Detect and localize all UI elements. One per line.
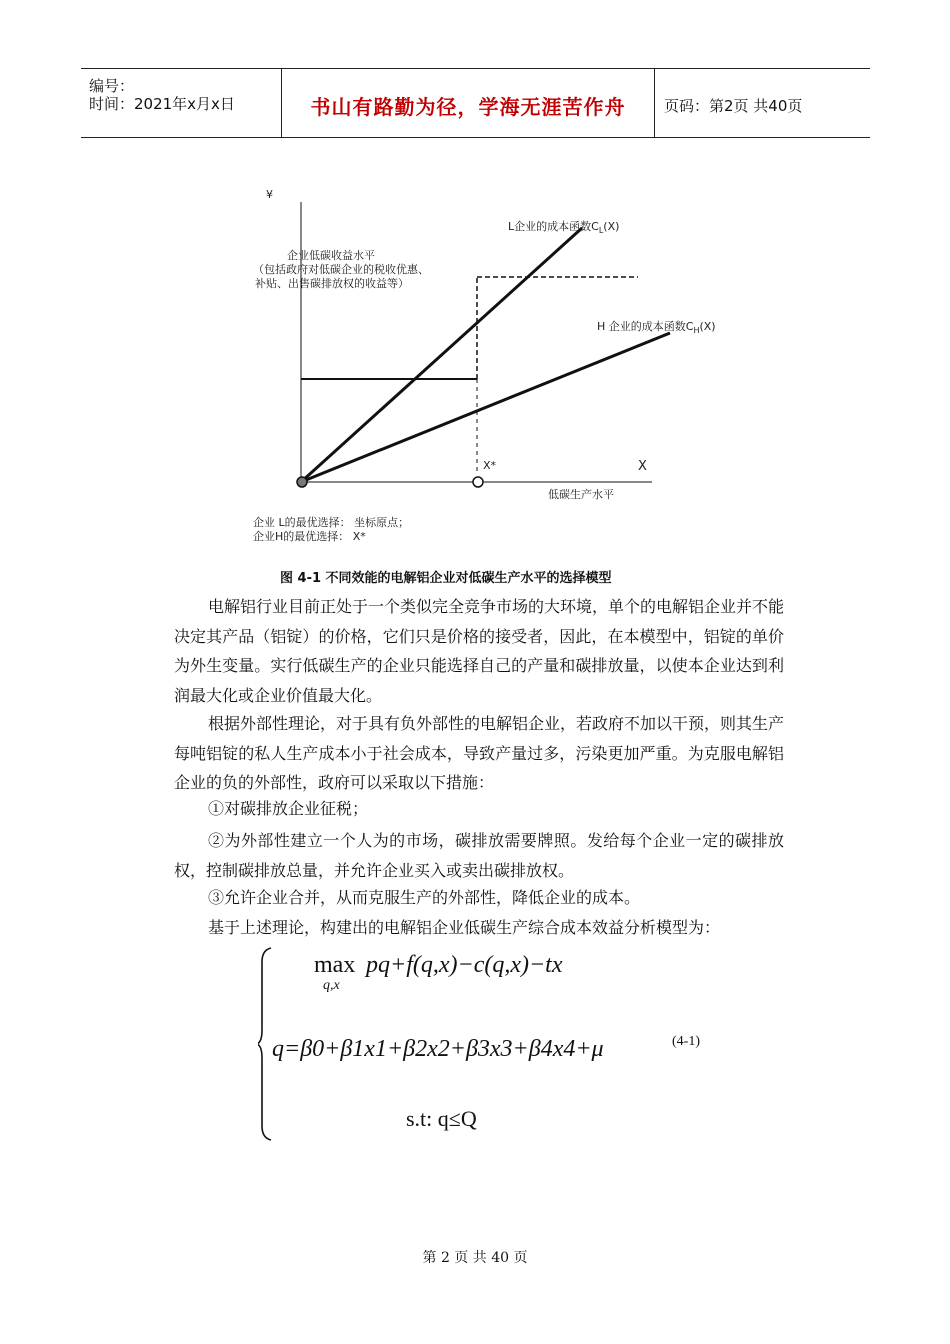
page-number-label: 页码：第2页 共40页 [664,97,803,115]
benefit-label-line-3: 补贴、出售碳排放权的收益等） [255,277,409,290]
paragraph-1: 电解铝行业目前正处于一个类似完全竞争市场的大环境，单个的电解铝企业并不能决定其产品（铝锭）的价格，它们只是价格的接受者，因此，在本模型中，铝锭的单价为外生变量。实行低碳生产的企业只能选择自己的产量和碳排放量，以使本企业达到利润最大化或企业价值最大化。 [174,597,785,705]
header-right-cell [654,69,870,137]
origin-point [297,477,307,487]
paragraph-model-intro: 基于上述理论，构建出的电解铝企业低碳生产综合成本效益分析模型为： [208,918,721,937]
page-footer: 第 2 页 共 40 页 [422,1250,528,1266]
figure-caption: 图 4-1 不同效能的电解铝企业对低碳生产水平的选择模型 [280,571,612,586]
figure-diagram [240,180,710,560]
l-cost-function-label: L企业的成本函数$C_L(X)$ [508,220,620,236]
formula-max: max [314,952,356,978]
formula-objective: pq+f(q,x)−c(q,x)−tx [366,952,563,978]
x-star-point [473,477,483,487]
formula-constraint: s.t: q≤Q [406,1106,477,1131]
note-l-optimal-choice: 企业 L的最优选择： 坐标原点； [253,516,410,529]
measure-3: ③允许企业合并，从而克服生产的外部性，降低企业的成本。 [208,888,641,907]
benefit-label-line-1: 企业低碳收益水平 [287,249,375,262]
x-axis-title: 低碳生产水平 [548,488,614,501]
measure-1: ①对碳排放企业征税； [208,799,369,818]
document-date-label: 时间：2021年x月x日 [89,95,235,113]
paragraph-2: 根据外部性理论，对于具有负外部性的电解铝企业，若政府不加以干预，则其生产每吨铝锭的私人生产成本小于社会成本，导致产量过多，污染更加严重。为克服电解铝企业的负的外部性，政府可以采取以下措施： [174,714,785,793]
page-header [81,68,870,138]
header-middle-cell [281,69,655,137]
equation-number: (4-1) [672,1034,700,1049]
benefit-label-line-2: （包括政府对低碳企业的税收优惠、 [253,263,429,276]
note-h-optimal-choice: 企业H的最优选择： X* [253,530,366,543]
h-cost-function-label: H 企业的成本函数$C_H(X)$ [597,320,716,336]
formula-max-subscript: q,x [323,978,340,993]
header-motto: 书山有路勤为径，学海无涯苦作舟 [310,95,626,119]
x-axis-label: X [638,459,647,474]
y-axis-label: ¥ [266,188,273,201]
header-left-cell [81,69,281,137]
document-number-label: 编号： [89,77,135,95]
formula-regression: q=β0+β1x1+β2x2+β3x3+β4x4+μ [272,1036,604,1062]
figure-4-1 [240,180,716,560]
x-star-label: X* [483,459,497,472]
measure-2: ②为外部性建立一个人为的市场，碳排放需要牌照。发给每个企业一定的碳排放权，控制碳排放总量，并允许企业买入或卖出碳排放权。 [174,831,784,880]
